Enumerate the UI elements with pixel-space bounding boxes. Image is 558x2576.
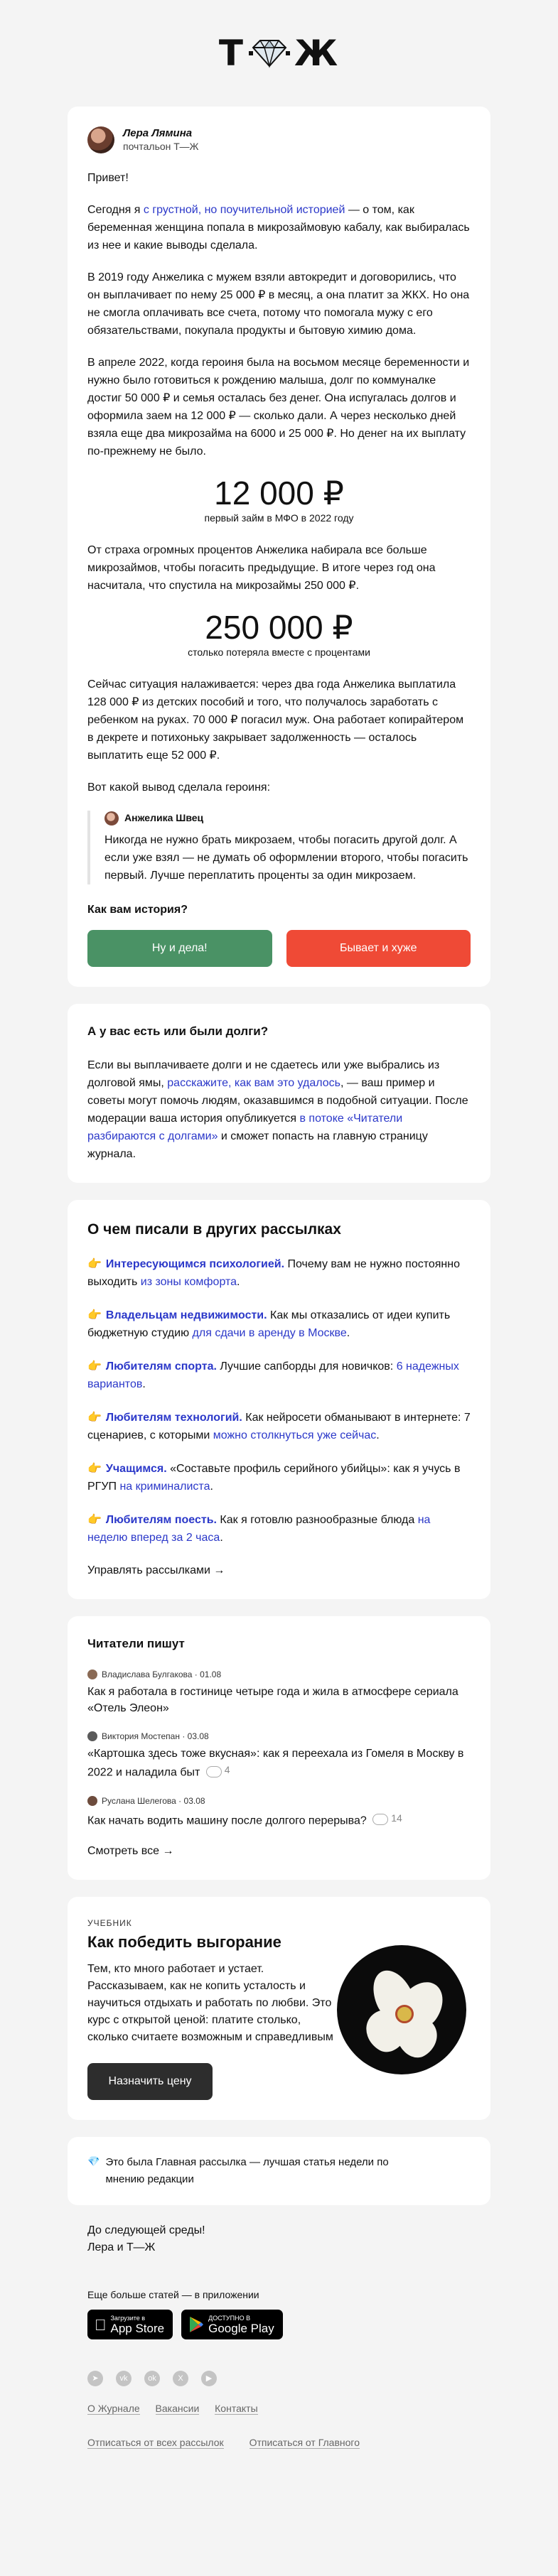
contacts-link[interactable]: Контакты [215, 2403, 258, 2414]
comment-title: Как я работала в гостинице четыре года и жила в атмосфере сериала «Отель Элеон» [87, 1686, 458, 1714]
news-list [87, 1255, 471, 1547]
set-price-button[interactable]: Назначить цену [87, 2063, 213, 2100]
intro-paragraph: Сегодня я с грустной, но поучительной историей — о том, как беременная женщина попала в микрозаймовую кабалу, как выбиралась из нее и какие выводы сделала. [87, 204, 470, 251]
main-newsletter-note [68, 2137, 490, 2205]
news-item: 👉 Владельцам недвижимости. Как мы отказались от идеи купить бюджетную студию для сдачи в аренду в Москве. [87, 1309, 451, 1339]
comment-date: 01.08 [200, 1669, 222, 1679]
vk-icon[interactable]: vk [116, 2371, 132, 2386]
commenter-avatar [87, 1669, 97, 1679]
tell-story-link[interactable]: расскажите, как вам это удалось [167, 1077, 341, 1089]
news-lead: Учащимся. [105, 1463, 167, 1475]
course-title: Как победить выгорание [87, 1933, 281, 1951]
comment-title: «Картошка здесь тоже вкусная»: как я переехала из Гомеля в Москву в 2022 и наладила быт [87, 1748, 464, 1779]
quote-author [104, 811, 471, 826]
commenter-avatar [87, 1796, 97, 1806]
app-store-badge[interactable]: Загрузите в App Store [87, 2310, 173, 2339]
social-links [87, 2371, 471, 2386]
jobs-link[interactable]: Вакансии [155, 2403, 200, 2414]
comment-bubble-icon [372, 1814, 388, 1825]
pointing-hand-icon: 👉 [87, 1258, 102, 1270]
news-title: О чем писали в других рассылках [87, 1221, 341, 1238]
main-note-text: Это была Главная рассылка — лучшая статья недели по мнению редакции [105, 2156, 389, 2185]
x-icon[interactable]: X [173, 2371, 188, 2386]
story-link[interactable]: с грустной, но поучительной историей [143, 204, 345, 216]
news-item: 👉 Любителям поесть. Как я готовлю разнообразные блюда на неделю вперед за 2 часа. [87, 1514, 431, 1544]
stat-value: 12 000 ₽ [214, 475, 344, 512]
news-item: 👉 Учащимся. «Составьте профиль серийного убийцы»: как я учусь в РГУП на криминалиста. [87, 1463, 461, 1493]
pointing-hand-icon: 👉 [87, 1412, 102, 1424]
news-link[interactable]: можно столкнуться уже сейчас [213, 1429, 377, 1441]
youtube-icon[interactable]: ▶ [201, 2371, 217, 2386]
diamond-icon [249, 38, 290, 69]
news-link[interactable]: 6 надежных вариантов [87, 1360, 459, 1390]
author-name: Лера Лямина [123, 127, 193, 139]
quote-avatar [104, 811, 119, 826]
logo-letter-t: Т [218, 32, 245, 74]
pointing-hand-icon: 👉 [87, 1309, 102, 1321]
feedback-question: Как вам история? [87, 904, 188, 916]
comment-title: Как начать водить машину после долгого перерыва? [87, 1814, 367, 1827]
news-lead: Любителям технологий. [105, 1412, 242, 1424]
course-text: Тем, кто много работает и устает. Рассказываем, как не копить усталость и научиться отдыхать и работать по любви. Это курс с открытой ценой: платите столько, сколько считаете возможным и справедливым [87, 1963, 333, 2043]
narcissus-image [337, 1945, 466, 2074]
news-lead: Владельцам недвижимости. [105, 1309, 267, 1321]
news-lead: Любителям спорта. [105, 1360, 217, 1373]
telegram-icon[interactable]: ➤ [87, 2371, 103, 2386]
comment-count: 4 [206, 1762, 230, 1778]
news-link[interactable]: на криминалиста [119, 1481, 210, 1493]
pointing-hand-icon: 👉 [87, 1514, 102, 1526]
header-logo-area [0, 0, 558, 107]
worse-button[interactable]: Бывает и хуже [286, 930, 471, 967]
news-link[interactable]: на неделю вперед за 2 часа [87, 1514, 431, 1544]
feedback-buttons [87, 930, 471, 967]
news-item: 👉 Любителям спорта. Лучшие сапборды для новичков: 6 надежных вариантов. [87, 1360, 459, 1390]
google-play-icon [188, 2316, 204, 2333]
news-item: 👉 Любителям технологий. Как нейросети обманывают в интернете: 7 сценариев, с которыми можно столкнуться уже сейчас. [87, 1412, 471, 1441]
apps-title: Еще больше статей — в приложении [87, 2289, 259, 2300]
tzh-logo[interactable] [219, 27, 339, 80]
pointing-hand-icon: 👉 [87, 1463, 102, 1475]
stat-total-lost [87, 609, 471, 659]
commenter-name: Владислава Булгакова [102, 1669, 193, 1679]
news-link[interactable]: для сдачи в аренду в Москве [192, 1327, 347, 1339]
signature: Лера и Т—Ж [87, 2241, 156, 2253]
google-play-badge[interactable]: ДОСТУПНО В Google Play [181, 2310, 283, 2339]
paragraph-2022: В апреле 2022, когда героиня была на восьмом месяце беременности и нужно было готовиться к рождению малыша, долг по коммуналке достиг 50 000 ₽ и семья осталась без денег. Она испугалась долгов и оформила заем на 12 000 ₽ — сколько дали. А через несколько дней взяла еще два микрозайма на 6000 и 25 000 ₽. Но денег на их выплату по-прежнему не было. [87, 357, 470, 458]
debts-stream-link[interactable]: в потоке «Читатели разбираются с долгами» [87, 1113, 403, 1142]
quote-text: Никогда не нужно брать микрозаем, чтобы погасить другой долг. А если уже взял — не думать об оформлении второго, чтобы погасить первый. Лучше переплатить проценты за один микрозаем. [104, 834, 468, 882]
comment-date: 03.08 [183, 1795, 205, 1806]
stat-caption: первый займ в МФО в 2022 году [204, 512, 354, 524]
author-role: почтальон Т—Ж [123, 141, 199, 152]
commenter-name: Виктория Мостепан [102, 1731, 180, 1741]
odnoklassniki-icon[interactable]: ok [144, 2371, 160, 2386]
news-link[interactable]: из зоны комфорта [140, 1276, 237, 1288]
readers-title: Читатели пишут [87, 1637, 185, 1650]
reader-comment[interactable]: Виктория Мостепан · 03.08 «Картошка здесь тоже вкусная»: как я переехала из Гомеля в Москву в 2022 и наладила быт 4 [87, 1731, 464, 1779]
comment-count: 14 [372, 1810, 402, 1827]
stat-caption: столько потеряла вместе с процентами [188, 646, 370, 658]
unsubscribe-all-link[interactable]: Отписаться от всех рассылок [87, 2437, 224, 2448]
commenter-avatar [87, 1731, 97, 1741]
readers-card [68, 1616, 490, 1880]
debts-title: А у вас есть или были долги? [87, 1024, 269, 1038]
other-newsletters-card [68, 1200, 490, 1599]
letter-card [68, 107, 490, 987]
manage-subscriptions-link[interactable]: Управлять рассылками → [87, 1564, 225, 1576]
paragraph-2019: В 2019 году Анжелика с мужем взяли автокредит и договорились, что он выплачивает по нему 25 000 ₽ в месяц, а она платит за ЖКХ. Но она не смогла оплачивать все счета, потому что помогала мужу с его обязательствами, покупала продукты и бытовую химию дома. [87, 271, 470, 337]
stat-first-loan [87, 475, 471, 524]
news-lead: Любителям поесть. [105, 1514, 217, 1526]
news-item: 👉 Интересующимся психологией. Почему вам не нужно постоянно выходить из зоны комфорта. [87, 1258, 460, 1288]
greeting: Привет! [87, 172, 129, 184]
paragraph-now: Сейчас ситуация налаживается: через два года Анжелика выплатила 128 000 ₽ из детских пособий и того, что получалось заработать с ребенком на руках. 70 000 ₽ погасил муж. Она работает копирайтером в декрете и потихоньку закрывает задолженность — осталось выплатить еще 52 000 ₽. [87, 678, 464, 762]
bye-line: До следующей среды! [87, 2224, 205, 2236]
pointing-hand-icon: 👉 [87, 1360, 102, 1373]
reader-comment[interactable]: Владислава Булгакова · 01.08 Как я работала в гостинице четыре года и жила в атмосфере сериала «Отель Элеон» [87, 1669, 458, 1714]
about-link[interactable]: О Журнале [87, 2403, 140, 2414]
stat-value: 250 000 ₽ [205, 609, 353, 646]
author-block [87, 126, 471, 153]
author-avatar [87, 126, 114, 153]
apple-icon [95, 2313, 107, 2337]
paragraph-fear: От страха огромных процентов Анжелика набирала все больше микрозаймов, чтобы погасить предыдущие. В итоге через год она насчитала, что спустила на микрозаймы 250 000 ₽. [87, 544, 436, 592]
wow-button[interactable]: Ну и дела! [87, 930, 272, 967]
gem-icon: 💎 [87, 2155, 100, 2167]
course-tag: УЧЕБНИК [87, 1918, 132, 1928]
paragraph-conclusion: Вот какой вывод сделала героиня: [87, 781, 271, 794]
unsubscribe-main-link[interactable]: Отписаться от Главного [249, 2437, 360, 2448]
comment-bubble-icon [206, 1766, 222, 1777]
debts-text: Если вы выплачиваете долги и не сдаетесь или уже выбрались из долговой ямы, расскажите, как вам это удалось, — ваш пример и советы могут помочь людям, оказавшимся в подобной ситуации. После модерации ваша история опубликуется в потоке «Читатели разбираются с долгами» и сможет попасть на главную страницу журнала. [87, 1059, 468, 1160]
app-stores [87, 2310, 471, 2339]
news-lead: Интересующимся психологией. [105, 1258, 285, 1270]
reader-comment[interactable]: Руслана Шелегова · 03.08 Как начать водить машину после долгого перерыва? 14 [87, 1795, 402, 1827]
see-all-link[interactable]: Смотреть все → [87, 1845, 174, 1857]
comments-list [87, 1669, 471, 1829]
commenter-name: Руслана Шелегова [102, 1795, 176, 1806]
course-card [68, 1897, 490, 2120]
comment-date: 03.08 [187, 1731, 209, 1741]
logo-letter-zh: Ж [294, 32, 340, 74]
quote-author-name: Анжелика Швец [124, 812, 204, 823]
footer [68, 2222, 490, 2449]
hero-quote [87, 811, 471, 884]
debts-card [68, 1004, 490, 1183]
